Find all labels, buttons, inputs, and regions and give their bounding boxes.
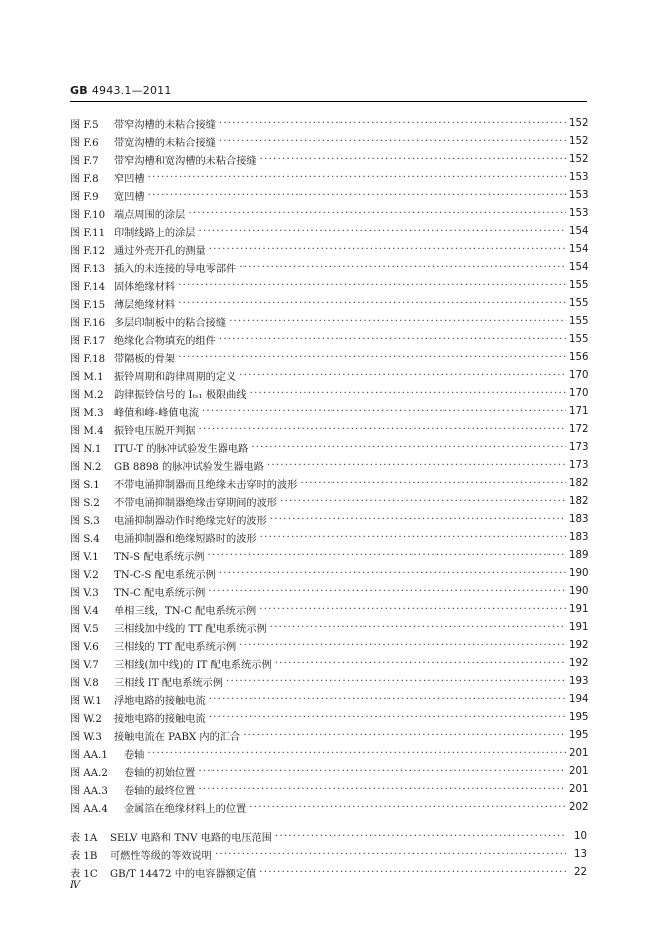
leader-dots bbox=[270, 514, 566, 525]
figure-entry[interactable] bbox=[70, 258, 587, 276]
figure-title: GB 8898 的脉冲试验发生器电路 bbox=[114, 461, 264, 473]
figure-label: 图 F.6 bbox=[70, 137, 99, 149]
leader-dots bbox=[267, 460, 566, 471]
figure-page-number: 192 bbox=[569, 657, 589, 669]
figure-page-number: 192 bbox=[569, 639, 589, 651]
figure-title: 印制线路上的涂层 bbox=[114, 227, 196, 239]
leader-dots bbox=[229, 316, 566, 327]
table-label: 表 1B bbox=[70, 850, 98, 862]
figure-page-number: 155 bbox=[569, 279, 589, 291]
figure-title: 振铃周期和韵律周期的定义 bbox=[114, 371, 237, 383]
figure-label: 图 F.10 bbox=[70, 209, 106, 221]
figure-entry[interactable] bbox=[70, 546, 587, 564]
leader-dots bbox=[209, 712, 566, 723]
leader-dots bbox=[198, 784, 566, 795]
figure-label: 图 M.2 bbox=[70, 389, 104, 401]
leader-dots bbox=[208, 586, 566, 597]
leader-dots bbox=[300, 478, 566, 489]
figure-list bbox=[70, 114, 587, 816]
figure-page-number: 195 bbox=[569, 711, 589, 723]
figure-title: 峰值和峰-峰值电流 bbox=[114, 407, 199, 419]
leader-dots bbox=[259, 604, 566, 615]
leader-dots bbox=[198, 766, 566, 777]
figure-page-number: 190 bbox=[569, 567, 589, 579]
figure-title: 浮地电路的接触电流 bbox=[114, 695, 206, 707]
figure-entry[interactable] bbox=[70, 492, 587, 510]
figure-entry[interactable] bbox=[70, 402, 587, 420]
figure-label: 图 V.4 bbox=[70, 605, 99, 617]
figure-page-number: 170 bbox=[569, 369, 589, 381]
figure-page-number: 182 bbox=[569, 495, 589, 507]
leader-dots bbox=[259, 867, 566, 878]
table-title: GB/T 14472 中的电容器额定值 bbox=[110, 868, 257, 880]
header-rule bbox=[70, 101, 587, 102]
figure-title: 金属箔在绝缘材料上的位置 bbox=[124, 803, 247, 815]
figure-title: ITU-T 的脉冲试验发生器电路 bbox=[114, 443, 249, 455]
figure-title: TN-C-S 配电系统示例 bbox=[114, 569, 216, 581]
figure-title: 带窄沟槽和宽沟槽的未粘合接缝 bbox=[114, 155, 257, 167]
leader-dots bbox=[208, 550, 567, 561]
figure-label: 图 F.7 bbox=[70, 155, 99, 167]
figure-title: 单相三线，TN-C 配电系统示例 bbox=[114, 605, 257, 617]
figure-title: 窄凹槽 bbox=[114, 173, 145, 185]
figure-entry[interactable] bbox=[70, 132, 587, 150]
figure-label: 图 F.17 bbox=[70, 335, 106, 347]
figure-entry[interactable] bbox=[70, 384, 587, 402]
figure-title: 接触电流在 PABX 内的汇合 bbox=[114, 731, 241, 743]
figure-page-number: 201 bbox=[569, 783, 589, 795]
figure-page-number: 190 bbox=[569, 585, 589, 597]
figure-entry[interactable] bbox=[70, 618, 587, 636]
figure-page-number: 153 bbox=[569, 171, 589, 183]
leader-dots bbox=[239, 640, 566, 651]
leader-dots bbox=[280, 496, 566, 507]
figure-title: 韵律振铃信号的 Iₜₛ₁ 极限曲线 bbox=[114, 389, 247, 401]
leader-dots bbox=[178, 352, 566, 363]
figure-label: 图 F.5 bbox=[70, 119, 99, 131]
figure-entry[interactable] bbox=[70, 222, 587, 240]
figure-label: 图 F.12 bbox=[70, 245, 106, 257]
leader-dots bbox=[148, 172, 566, 183]
leader-dots bbox=[188, 208, 566, 219]
figure-page-number: 173 bbox=[569, 459, 589, 471]
figure-page-number: 183 bbox=[569, 531, 589, 543]
figure-title: 卷轴的最终位置 bbox=[124, 785, 196, 797]
figure-label: 图 V.2 bbox=[70, 569, 99, 581]
leader-dots bbox=[243, 730, 566, 741]
figure-label: 图 S.1 bbox=[70, 479, 100, 491]
figure-title: 卷轴 bbox=[124, 749, 145, 761]
figure-page-number: 182 bbox=[569, 477, 589, 489]
leader-dots bbox=[239, 370, 566, 381]
figure-page-number: 154 bbox=[569, 261, 589, 273]
figure-page-number: 171 bbox=[569, 405, 589, 417]
figure-title: 接地电路的接触电流 bbox=[114, 713, 206, 725]
figure-entry[interactable] bbox=[70, 528, 587, 546]
figure-page-number: 156 bbox=[569, 351, 589, 363]
leader-dots bbox=[215, 849, 566, 860]
leader-dots bbox=[275, 831, 566, 842]
figure-entry[interactable] bbox=[70, 600, 587, 618]
figure-label: 图 AA.2 bbox=[70, 767, 108, 779]
figure-label: 图 F.13 bbox=[70, 263, 106, 275]
figure-page-number: 155 bbox=[569, 315, 589, 327]
leader-dots bbox=[251, 442, 566, 453]
leader-dots bbox=[219, 136, 566, 147]
figure-entry[interactable] bbox=[70, 294, 587, 312]
figure-page-number: 191 bbox=[569, 621, 589, 633]
figure-title: 电涌抑制器动作时绝缘完好的波形 bbox=[114, 515, 267, 527]
figure-entry[interactable] bbox=[70, 744, 587, 762]
figure-label: 图 F.14 bbox=[70, 281, 106, 293]
figure-label: 图 AA.4 bbox=[70, 803, 108, 815]
figure-page-number: 189 bbox=[569, 549, 589, 561]
figure-label: 图 F.18 bbox=[70, 353, 106, 365]
figure-title: 不带电涌抑制器绝缘击穿期间的波形 bbox=[114, 497, 277, 509]
figure-label: 图 V.7 bbox=[70, 659, 99, 671]
table-entry[interactable] bbox=[70, 863, 587, 881]
figure-entry[interactable] bbox=[70, 510, 587, 528]
figure-page-number: 152 bbox=[569, 135, 589, 147]
figure-title: 带隔板的骨架 bbox=[114, 353, 176, 365]
leader-dots bbox=[209, 244, 566, 255]
figure-title: 三相线(加中线)的 IT 配电系统示例 bbox=[114, 659, 272, 671]
leader-dots bbox=[148, 190, 566, 201]
figure-page-number: 202 bbox=[569, 801, 589, 813]
figure-title: 带宽沟槽的未粘合接缝 bbox=[114, 137, 216, 149]
figure-page-number: 170 bbox=[569, 387, 589, 399]
leader-dots bbox=[219, 334, 566, 345]
figure-entry[interactable] bbox=[70, 366, 587, 384]
figure-page-number: 193 bbox=[569, 675, 589, 687]
figure-title: 通过外壳开孔的测量 bbox=[114, 245, 206, 257]
leader-dots bbox=[239, 262, 566, 273]
document-header bbox=[70, 84, 172, 97]
leader-dots bbox=[178, 280, 566, 291]
figure-page-number: 154 bbox=[569, 243, 589, 255]
figure-entry[interactable] bbox=[70, 654, 587, 672]
figure-label: 图 S.4 bbox=[70, 533, 100, 545]
figure-entry[interactable] bbox=[70, 150, 587, 168]
figure-label: 图 V.6 bbox=[70, 641, 99, 653]
figure-entry[interactable] bbox=[70, 726, 587, 744]
figure-label: 图 S.2 bbox=[70, 497, 100, 509]
table-entry[interactable] bbox=[70, 845, 587, 863]
figure-title: 固体绝缘材料 bbox=[114, 281, 176, 293]
figure-title: 宽凹槽 bbox=[114, 191, 145, 203]
table-list bbox=[70, 827, 587, 881]
leader-dots bbox=[178, 298, 566, 309]
figure-title: 三相线 IT 配电系统示例 bbox=[114, 677, 223, 689]
figure-label: 图 F.15 bbox=[70, 299, 106, 311]
leader-dots bbox=[199, 226, 567, 237]
figure-label: 图 W.1 bbox=[70, 695, 102, 707]
figure-label: 图 M.4 bbox=[70, 425, 104, 437]
figure-title: 三相线的 TT 配电系统示例 bbox=[114, 641, 237, 653]
standard-number: 4943.1—2011 bbox=[91, 84, 172, 97]
figure-entry[interactable] bbox=[70, 636, 587, 654]
figure-label: 图 V.5 bbox=[70, 623, 99, 635]
figure-page-number: 172 bbox=[569, 423, 589, 435]
figure-label: 图 W.2 bbox=[70, 713, 102, 725]
page-number: Ⅳ bbox=[70, 880, 80, 891]
leader-dots bbox=[249, 802, 566, 813]
table-label: 表 1A bbox=[70, 832, 98, 844]
figure-title: 振铃电压脱开判据 bbox=[114, 425, 196, 437]
figure-entry[interactable] bbox=[70, 564, 587, 582]
leader-dots bbox=[219, 568, 566, 579]
figure-label: 图 V.3 bbox=[70, 587, 99, 599]
figure-entry[interactable] bbox=[70, 420, 587, 438]
figure-entry[interactable] bbox=[70, 780, 587, 798]
figure-entry[interactable] bbox=[70, 240, 587, 258]
figure-entry[interactable] bbox=[70, 114, 587, 132]
figure-page-number: 152 bbox=[569, 153, 589, 165]
figure-page-number: 173 bbox=[569, 441, 589, 453]
figure-page-number: 201 bbox=[569, 747, 589, 759]
figure-label: 图 F.8 bbox=[70, 173, 99, 185]
figure-entry[interactable] bbox=[70, 762, 587, 780]
figure-title: 不带电涌抑制器而且绝缘未击穿时的波形 bbox=[114, 479, 298, 491]
figure-label: 图 F.16 bbox=[70, 317, 106, 329]
figure-page-number: 191 bbox=[569, 603, 589, 615]
figure-page-number: 183 bbox=[569, 513, 589, 525]
leader-dots bbox=[260, 154, 566, 165]
table-title: SELV 电路和 TNV 电路的电压范围 bbox=[110, 832, 272, 844]
table-page-number: 22 bbox=[574, 866, 587, 878]
figure-entry[interactable] bbox=[70, 456, 587, 474]
figure-entry[interactable] bbox=[70, 708, 587, 726]
figure-title: 端点周围的涂层 bbox=[114, 209, 186, 221]
figure-label: 图 W.3 bbox=[70, 731, 102, 743]
figure-title: 三相线加中线的 TT 配电系统示例 bbox=[114, 623, 267, 635]
figure-title: 电涌抑制器和绝缘短路时的波形 bbox=[114, 533, 257, 545]
table-title: 可燃性等级的等效说明 bbox=[110, 850, 212, 862]
leader-dots bbox=[202, 406, 566, 417]
figure-title: 薄层绝缘材料 bbox=[114, 299, 176, 311]
figure-page-number: 155 bbox=[569, 297, 589, 309]
leader-dots bbox=[209, 694, 566, 705]
table-page-number: 10 bbox=[574, 830, 587, 842]
leader-dots bbox=[219, 118, 566, 129]
figure-label: 图 S.3 bbox=[70, 515, 100, 527]
figure-title: 带窄沟槽的未粘合接缝 bbox=[114, 119, 216, 131]
figure-page-number: 153 bbox=[569, 207, 589, 219]
figure-title: 插入的未连接的导电零部件 bbox=[114, 263, 237, 275]
leader-dots bbox=[270, 622, 566, 633]
figure-title: TN-C 配电系统示例 bbox=[114, 587, 206, 599]
figure-entry[interactable] bbox=[70, 330, 587, 348]
leader-dots bbox=[226, 676, 566, 687]
figure-entry[interactable] bbox=[70, 798, 587, 816]
figure-title: 多层印制板中的粘合接缝 bbox=[114, 317, 227, 329]
figure-label: 图 V.8 bbox=[70, 677, 99, 689]
figure-entry[interactable] bbox=[70, 276, 587, 294]
figure-label: 图 AA.3 bbox=[70, 785, 108, 797]
figure-entry[interactable] bbox=[70, 312, 587, 330]
leader-dots bbox=[250, 388, 566, 399]
figure-page-number: 195 bbox=[569, 729, 589, 741]
figure-title: TN-S 配电系统示例 bbox=[114, 551, 205, 563]
figure-title: 卷轴的初始位置 bbox=[124, 767, 196, 779]
figure-label: 图 F.9 bbox=[70, 191, 99, 203]
figure-entry[interactable] bbox=[70, 204, 587, 222]
figure-label: 图 M.3 bbox=[70, 407, 104, 419]
figure-entry[interactable] bbox=[70, 168, 587, 186]
figure-page-number: 155 bbox=[569, 333, 589, 345]
figure-label: 图 AA.1 bbox=[70, 749, 108, 761]
leader-dots bbox=[260, 532, 566, 543]
figure-page-number: 153 bbox=[569, 189, 589, 201]
figure-label: 图 V.1 bbox=[70, 551, 99, 563]
figure-title: 绝缘化合物填充的组件 bbox=[114, 335, 216, 347]
figure-entry[interactable] bbox=[70, 582, 587, 600]
figure-page-number: 194 bbox=[569, 693, 589, 705]
figure-entry[interactable] bbox=[70, 690, 587, 708]
figure-entry[interactable] bbox=[70, 474, 587, 492]
figure-page-number: 201 bbox=[569, 765, 589, 777]
figure-entry[interactable] bbox=[70, 672, 587, 690]
figure-entry[interactable] bbox=[70, 186, 587, 204]
leader-dots bbox=[199, 424, 567, 435]
figure-entry[interactable] bbox=[70, 348, 587, 366]
table-label: 表 1C bbox=[70, 868, 98, 880]
table-entry[interactable] bbox=[70, 827, 587, 845]
leader-dots bbox=[147, 748, 566, 759]
figure-entry[interactable] bbox=[70, 438, 587, 456]
figure-label: 图 N.1 bbox=[70, 443, 102, 455]
figure-page-number: 152 bbox=[569, 117, 589, 129]
table-page-number: 13 bbox=[574, 848, 587, 860]
figure-label: 图 M.1 bbox=[70, 371, 104, 383]
figure-label: 图 N.2 bbox=[70, 461, 102, 473]
figure-label: 图 F.11 bbox=[70, 227, 106, 239]
figure-page-number: 154 bbox=[569, 225, 589, 237]
leader-dots bbox=[275, 658, 566, 669]
standard-prefix: GB bbox=[70, 84, 88, 97]
